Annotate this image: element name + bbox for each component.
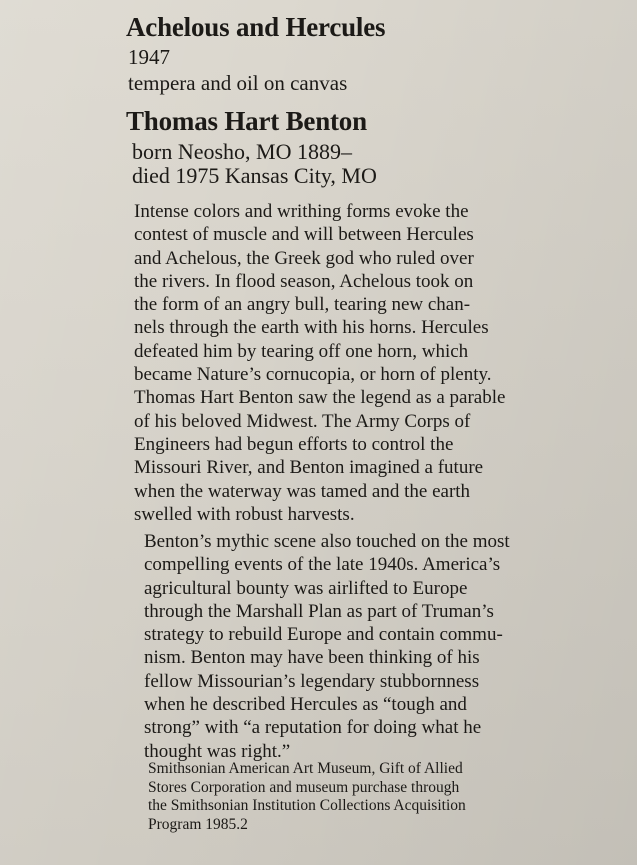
description-paragraph-1 xyxy=(134,200,505,526)
text-line: Engineers had begun efforts to control the xyxy=(134,433,454,455)
text-line: and Achelous, the Greek god who ruled over xyxy=(134,247,474,269)
text-line: of his beloved Midwest. The Army Corps of xyxy=(134,410,471,432)
credit-line xyxy=(148,760,466,834)
credit-line-text: Stores Corporation and museum purchase through xyxy=(148,778,460,796)
text-line: Benton’s mythic scene also touched on the most xyxy=(144,531,510,552)
text-line: Thomas Hart Benton saw the legend as a parable xyxy=(134,387,506,409)
artwork-medium: tempera and oil on canvas xyxy=(128,71,348,95)
text-line: fellow Missourian’s legendary stubbornness xyxy=(144,670,480,692)
artist-name: Thomas Hart Benton xyxy=(126,106,367,136)
artist-died: died 1975 Kansas City, MO xyxy=(132,163,377,188)
text-line: Missouri River, and Benton imagined a future xyxy=(134,457,484,479)
credit-line-text: the Smithsonian Institution Collections Acquisition xyxy=(148,797,466,815)
text-line: the form of an angry bull, tearing new chan- xyxy=(134,294,471,316)
artwork-title: Achelous and Hercules xyxy=(126,12,386,42)
text-line: thought was right.” xyxy=(144,740,291,762)
text-line: became Nature’s cornucopia, or horn of plenty. xyxy=(134,364,492,386)
text-line: swelled with robust harvests. xyxy=(134,503,355,525)
description-paragraph-2 xyxy=(144,530,510,763)
text-line: agricultural bounty was airlifted to Europe xyxy=(144,577,468,599)
text-line: nism. Benton may have been thinking of his xyxy=(144,647,480,669)
text-line: strategy to rebuild Europe and contain commu- xyxy=(144,624,503,646)
credit-line-text: Smithsonian American Art Museum, Gift of Allied xyxy=(148,760,463,777)
artist-born: born Neosho, MO 1889– xyxy=(132,139,352,164)
text-line: when he described Hercules as “tough and xyxy=(144,694,467,716)
text-line: through the Marshall Plan as part of Truman’s xyxy=(144,600,494,622)
artwork-year: 1947 xyxy=(128,45,170,69)
text-line: defeated him by tearing off one horn, which xyxy=(134,340,469,362)
text-line: contest of muscle and will between Hercules xyxy=(134,224,474,246)
text-line: the rivers. In flood season, Achelous took on xyxy=(134,270,474,292)
text-line: Intense colors and writhing forms evoke the xyxy=(134,201,469,222)
text-line: strong” with “a reputation for doing what he xyxy=(144,717,482,739)
text-line: compelling events of the late 1940s. America’s xyxy=(144,554,501,576)
text-line: nels through the earth with his horns. Hercules xyxy=(134,317,489,339)
text-line: when the waterway was tamed and the earth xyxy=(134,480,471,502)
credit-line-text: Program 1985.2 xyxy=(148,815,248,833)
